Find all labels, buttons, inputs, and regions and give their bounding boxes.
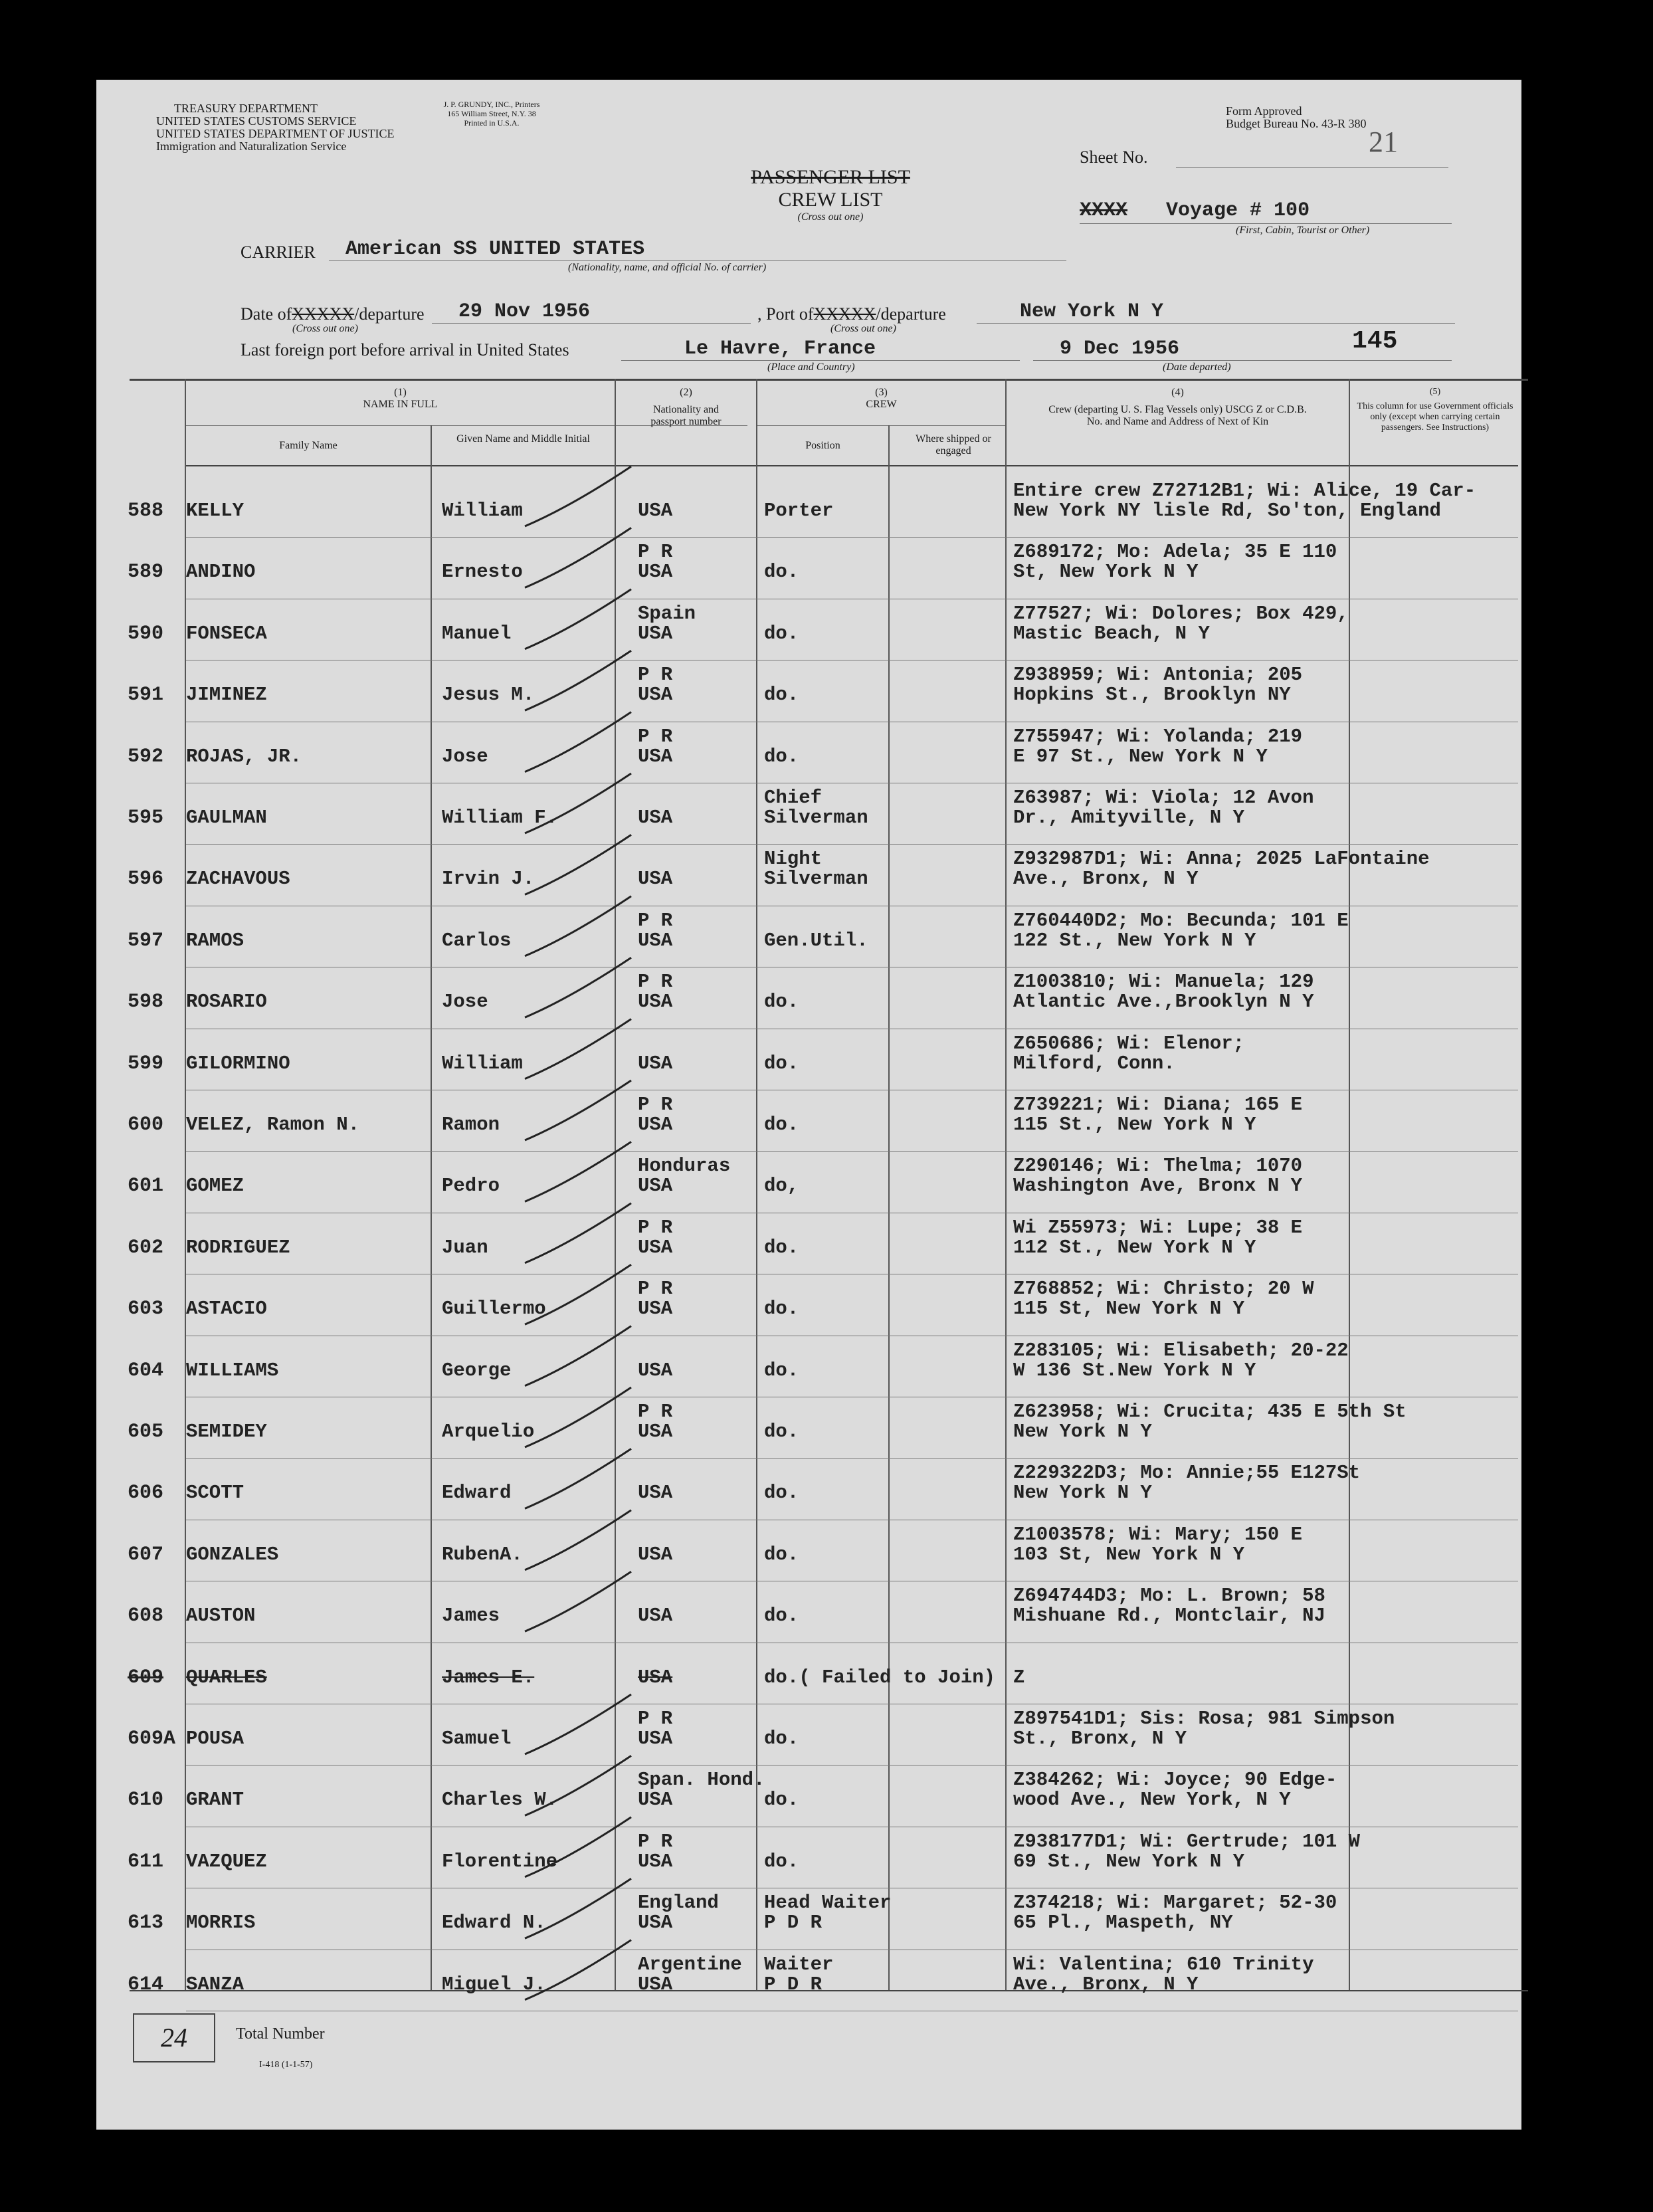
next-of-kin-line-2: wood Ave., New York, N Y xyxy=(1013,1789,1291,1811)
check-mark-stroke xyxy=(525,1449,631,1508)
nationality-line-2: USA xyxy=(638,1298,673,1320)
row-number: 602 xyxy=(128,1236,164,1259)
given-name: Jose xyxy=(442,745,488,767)
last-port-value: Le Havre, France xyxy=(684,338,876,360)
family-name: AUSTON xyxy=(186,1605,256,1627)
next-of-kin-line-2: Mishuane Rd., Montclair, NJ xyxy=(1013,1605,1325,1627)
nationality-line-1: P R xyxy=(638,1216,673,1239)
nationality-line-2: USA xyxy=(638,1666,673,1688)
row-number: 597 xyxy=(128,929,164,952)
family-name: SEMIDEY xyxy=(186,1421,267,1443)
nationality-line-2: USA xyxy=(638,1421,673,1443)
nationality-line-2: USA xyxy=(638,1973,673,1995)
col1-family-header: Family Name xyxy=(279,440,338,451)
row-number: 592 xyxy=(128,745,164,768)
form-approved-line-2: Budget Bureau No. 43-R 380 xyxy=(1226,117,1367,130)
nationality-line-1: P R xyxy=(638,909,673,932)
printer-line-2: 165 William Street, N.Y. 38 xyxy=(447,109,536,118)
given-name: Samuel xyxy=(442,1728,512,1750)
next-of-kin-line-2: New York NY lisle Rd, So'ton, England xyxy=(1013,500,1441,522)
nationality-line-1: P R xyxy=(638,664,673,686)
family-name: JIMINEZ xyxy=(186,684,267,706)
family-name: RODRIGUEZ xyxy=(186,1236,290,1258)
next-of-kin-line-2: 115 St., New York N Y xyxy=(1013,1114,1256,1136)
printer-line-3: Printed in U.S.A. xyxy=(464,118,520,128)
family-name: GOMEZ xyxy=(186,1175,244,1197)
nationality-line-2: USA xyxy=(638,1175,673,1197)
position-line-2: do. xyxy=(764,1052,799,1074)
next-of-kin-line-1: Z384262; Wi: Joyce; 90 Edge- xyxy=(1013,1769,1337,1791)
row-number: 598 xyxy=(128,991,164,1014)
col5-number: (5) xyxy=(1429,387,1441,397)
given-name: James E. xyxy=(442,1666,535,1688)
family-name: RAMOS xyxy=(186,929,244,952)
col1-title: NAME IN FULL xyxy=(363,399,438,410)
position-line-2: do. xyxy=(764,1482,799,1504)
next-of-kin-line-1: Z938177D1; Wi: Gertrude; 101 W xyxy=(1013,1830,1361,1853)
port-label-post: /departure xyxy=(876,304,946,324)
position-line-2: Silverman xyxy=(764,807,868,829)
nationality-line-2: USA xyxy=(638,1359,673,1381)
next-of-kin-line-1: Z897541D1; Sis: Rosa; 981 Simpson xyxy=(1013,1708,1395,1730)
total-label: Total Number xyxy=(236,2025,325,2043)
next-of-kin-line-1: Z650686; Wi: Elenor; xyxy=(1013,1032,1245,1055)
crew-list-title: CREW LIST xyxy=(778,189,883,211)
carrier-label: CARRIER xyxy=(241,243,316,262)
row-number: 610 xyxy=(128,1789,164,1812)
nationality-line-1: P R xyxy=(638,725,673,748)
col2-number: (2) xyxy=(680,387,692,398)
family-name: QUARLES xyxy=(186,1666,267,1688)
col4-number: (4) xyxy=(1171,387,1184,398)
col3-position-header: Position xyxy=(805,440,840,451)
family-name: GILORMINO xyxy=(186,1052,290,1074)
given-name: Ramon xyxy=(442,1114,500,1136)
agency-line-2: UNITED STATES CUSTOMS SERVICE xyxy=(156,114,357,128)
row-number: 606 xyxy=(128,1482,164,1505)
given-name: RubenA. xyxy=(442,1543,523,1565)
check-mark-stroke xyxy=(525,589,631,649)
given-name: Juan xyxy=(442,1236,488,1258)
given-name: Jose xyxy=(442,991,488,1013)
position-line-1: Chief xyxy=(764,787,823,809)
position-line-2: P D R xyxy=(764,1912,823,1934)
nationality-line-2: USA xyxy=(638,622,673,645)
family-name: POUSA xyxy=(186,1728,244,1750)
nationality-line-2: USA xyxy=(638,1114,673,1136)
row-number: 609A xyxy=(128,1728,176,1750)
nationality-line-1: Argentine xyxy=(638,1953,742,1975)
next-of-kin-line-1: Wi: Valentina; 610 Trinity xyxy=(1013,1953,1314,1975)
form-number: I-418 (1-1-57) xyxy=(259,2060,313,2070)
check-mark-stroke xyxy=(525,1817,631,1877)
position-line-2: do. xyxy=(764,561,799,583)
position-line-2: Gen.Util. xyxy=(764,929,868,952)
next-of-kin-line-2: 115 St, New York N Y xyxy=(1013,1298,1245,1320)
position-line-2: do. xyxy=(764,745,799,767)
last-port-note: (Place and Country) xyxy=(767,361,855,373)
family-name: KELLY xyxy=(186,500,244,522)
nationality-line-1: P R xyxy=(638,541,673,563)
position-line-2: do. xyxy=(764,1789,799,1811)
nationality-line-2: USA xyxy=(638,1605,673,1627)
family-name: WILLIAMS xyxy=(186,1359,279,1381)
position-line-2: do.( Failed to Join) xyxy=(764,1666,996,1688)
next-of-kin-line-1: Z63987; Wi: Viola; 12 Avon xyxy=(1013,787,1314,809)
next-of-kin-line-1: Z938959; Wi: Antonia; 205 xyxy=(1013,664,1303,686)
next-of-kin-line-2: Dr., Amityville, N Y xyxy=(1013,807,1245,829)
date-label-pre: Date of xyxy=(241,304,292,324)
position-line-1: Night xyxy=(764,848,823,870)
check-mark-stroke xyxy=(525,1510,631,1570)
check-mark-stroke xyxy=(525,651,631,710)
printer-line-1: J. P. GRUNDY, INC., Printers xyxy=(443,100,540,109)
row-number: 608 xyxy=(128,1605,164,1628)
col3-number: (3) xyxy=(875,387,888,398)
row-number: 588 xyxy=(128,500,164,522)
next-of-kin-line-2: Z xyxy=(1013,1666,1025,1688)
position-line-1: Waiter xyxy=(764,1953,834,1975)
next-of-kin-line-1: Z755947; Wi: Yolanda; 219 xyxy=(1013,725,1303,748)
last-port-label: Last foreign port before arrival in United States xyxy=(241,340,569,359)
nationality-line-1: Spain xyxy=(638,602,696,625)
col3-where-header: Where shipped or engaged xyxy=(916,433,991,456)
handwritten-number: 145 xyxy=(1352,327,1398,355)
check-mark-stroke xyxy=(525,896,631,956)
family-name: GONZALES xyxy=(186,1543,279,1565)
col3-title: CREW xyxy=(866,399,897,410)
nationality-line-2: USA xyxy=(638,1789,673,1811)
date-label-post: /departure xyxy=(354,304,425,324)
position-line-2: do. xyxy=(764,1728,799,1750)
next-of-kin-line-2: 122 St., New York N Y xyxy=(1013,929,1256,952)
next-of-kin-line-2: Washington Ave, Bronx N Y xyxy=(1013,1175,1303,1197)
nationality-line-1: P R xyxy=(638,1401,673,1423)
position-line-2: Porter xyxy=(764,500,834,522)
family-name: SCOTT xyxy=(186,1482,244,1504)
nationality-line-2: USA xyxy=(638,1236,673,1258)
next-of-kin-line-1: Z694744D3; Mo: L. Brown; 58 xyxy=(1013,1585,1325,1607)
nationality-line-2: USA xyxy=(638,807,673,829)
row-number: 599 xyxy=(128,1052,164,1075)
port-note: (Cross out one) xyxy=(830,323,896,334)
next-of-kin-line-2: W 136 St.New York N Y xyxy=(1013,1359,1256,1381)
voyage-number: Voyage # 100 xyxy=(1166,199,1310,222)
family-name: ANDINO xyxy=(186,561,256,583)
nationality-line-1: P R xyxy=(638,1094,673,1116)
date-label-crossed: XXXXX xyxy=(292,304,355,324)
col4-title: Crew (departing U. S. Flag Vessels only) USCG Z or C.D.B. No. and Name and Address of Next of Kin xyxy=(1048,404,1307,427)
agency-line-3: UNITED STATES DEPARTMENT OF JUSTICE xyxy=(156,127,395,140)
row-number: 596 xyxy=(128,868,164,891)
nationality-line-2: USA xyxy=(638,1850,673,1872)
position-line-2: do. xyxy=(764,684,799,706)
carrier-value: American SS UNITED STATES xyxy=(345,238,645,260)
given-name: James xyxy=(442,1605,500,1627)
row-number: 609 xyxy=(128,1666,164,1689)
nationality-line-1: Span. Hond. xyxy=(638,1769,765,1791)
agency-line-4: Immigration and Naturalization Service xyxy=(156,140,347,153)
check-mark-stroke xyxy=(525,712,631,772)
nationality-line-1: P R xyxy=(638,1708,673,1730)
port-value: New York N Y xyxy=(1020,300,1164,323)
given-name: Miguel J. xyxy=(442,1973,546,1995)
nationality-line-2: USA xyxy=(638,1543,673,1565)
check-mark-stroke xyxy=(525,528,631,587)
cross-out-note: (Cross out one) xyxy=(797,211,864,223)
check-mark-stroke xyxy=(525,1940,631,2000)
given-name: William xyxy=(442,1052,523,1074)
form-approved-line-1: Form Approved xyxy=(1226,104,1302,118)
nationality-line-2: USA xyxy=(638,1052,673,1074)
row-number: 611 xyxy=(128,1850,164,1873)
next-of-kin-line-1: Z1003810; Wi: Manuela; 129 xyxy=(1013,971,1314,993)
check-mark-stroke xyxy=(525,1264,631,1324)
check-mark-stroke xyxy=(525,1080,631,1140)
nationality-line-1: P R xyxy=(638,1278,673,1300)
carrier-note: (Nationality, name, and official No. of carrier) xyxy=(568,262,767,273)
row-number: 613 xyxy=(128,1912,164,1935)
given-name: Manuel xyxy=(442,622,512,645)
port-label-crossed: XXXXX xyxy=(813,304,876,324)
given-name: Pedro xyxy=(442,1175,500,1197)
total-box xyxy=(133,2013,215,2062)
next-of-kin-line-1: Z77527; Wi: Dolores; Box 429, xyxy=(1013,602,1349,625)
family-name: GRANT xyxy=(186,1789,244,1811)
next-of-kin-line-2: E 97 St., New York N Y xyxy=(1013,745,1268,767)
position-line-2: do. xyxy=(764,1359,799,1381)
next-of-kin-line-2: New York N Y xyxy=(1013,1482,1152,1504)
next-of-kin-line-2: Hopkins St., Brooklyn NY xyxy=(1013,684,1291,706)
next-of-kin-line-1: Entire crew Z72712B1; Wi: Alice, 19 Car- xyxy=(1013,480,1476,502)
given-name: Edward N. xyxy=(442,1912,546,1934)
check-mark-stroke xyxy=(525,957,631,1017)
voyage-note: (First, Cabin, Tourist or Other) xyxy=(1236,225,1370,236)
col1-number: (1) xyxy=(394,387,407,398)
given-name: William F. xyxy=(442,807,558,829)
check-mark-stroke xyxy=(525,466,631,526)
next-of-kin-line-2: 103 St, New York N Y xyxy=(1013,1543,1245,1565)
check-mark-stroke xyxy=(525,1019,631,1079)
position-line-2: P D R xyxy=(764,1973,823,1995)
position-line-2: do, xyxy=(764,1175,799,1197)
nationality-line-2: USA xyxy=(638,1728,673,1750)
check-mark-stroke xyxy=(525,1878,631,1938)
nationality-line-1: P R xyxy=(638,1830,673,1853)
col2-title: Nationality and passport number xyxy=(650,404,722,427)
col5-title: This column for use Government officials only (except when carrying certain passengers. See Instructions) xyxy=(1357,401,1513,433)
next-of-kin-line-2: Milford, Conn. xyxy=(1013,1052,1175,1074)
position-line-2: do. xyxy=(764,1543,799,1565)
row-number: 603 xyxy=(128,1298,164,1321)
given-name: Florentine xyxy=(442,1850,558,1872)
check-mark-stroke xyxy=(525,1694,631,1754)
given-name: Ernesto xyxy=(442,561,523,583)
check-mark-stroke xyxy=(525,1142,631,1201)
position-line-2: do. xyxy=(764,1236,799,1258)
row-number: 601 xyxy=(128,1175,164,1198)
next-of-kin-line-1: Z290146; Wi: Thelma; 1070 xyxy=(1013,1155,1303,1177)
row-number: 605 xyxy=(128,1421,164,1443)
agency-line-1: TREASURY DEPARTMENT xyxy=(173,102,318,115)
port-label-pre: , Port of xyxy=(757,304,814,324)
family-name: VAZQUEZ xyxy=(186,1850,267,1872)
row-number: 595 xyxy=(128,807,164,829)
family-name: ASTACIO xyxy=(186,1298,267,1320)
nationality-line-2: USA xyxy=(638,1482,673,1504)
col1-given-header: Given Name and Middle Initial xyxy=(456,433,590,445)
position-line-2: do. xyxy=(764,1850,799,1872)
next-of-kin-line-1: Z1003578; Wi: Mary; 150 E xyxy=(1013,1523,1303,1546)
voyage-class-crossed: XXXX xyxy=(1080,199,1128,222)
family-name: MORRIS xyxy=(186,1912,256,1934)
row-number: 600 xyxy=(128,1114,164,1136)
departed-date-note: (Date departed) xyxy=(1163,361,1231,373)
given-name: Jesus M. xyxy=(442,684,535,706)
next-of-kin-line-1: Z689172; Mo: Adela; 35 E 110 xyxy=(1013,541,1337,563)
row-number: 604 xyxy=(128,1359,164,1382)
next-of-kin-line-1: Z760440D2; Mo: Becunda; 101 E xyxy=(1013,909,1349,932)
given-name: William xyxy=(442,500,523,522)
family-name: FONSECA xyxy=(186,622,267,645)
family-name: SANZA xyxy=(186,1973,244,1995)
next-of-kin-line-1: Z768852; Wi: Christo; 20 W xyxy=(1013,1278,1314,1300)
position-line-2: Silverman xyxy=(764,868,868,890)
check-mark-stroke xyxy=(525,1203,631,1263)
departed-date-value: 9 Dec 1956 xyxy=(1060,338,1180,360)
next-of-kin-line-1: Wi Z55973; Wi: Lupe; 38 E xyxy=(1013,1216,1303,1239)
nationality-line-2: USA xyxy=(638,1912,673,1934)
next-of-kin-line-2: 112 St., New York N Y xyxy=(1013,1236,1256,1258)
family-name: GAULMAN xyxy=(186,807,267,829)
family-name: ZACHAVOUS xyxy=(186,868,290,890)
sheet-label: Sheet No. xyxy=(1080,148,1148,167)
row-number: 589 xyxy=(128,561,164,584)
next-of-kin-line-1: Z229322D3; Mo: Annie;55 E127St xyxy=(1013,1462,1361,1484)
given-name: Guillermo xyxy=(442,1298,546,1320)
position-line-2: do. xyxy=(764,1298,799,1320)
sheet-number: 21 xyxy=(1369,126,1398,158)
date-note: (Cross out one) xyxy=(292,323,358,334)
next-of-kin-line-1: Z283105; Wi: Elisabeth; 20-22 xyxy=(1013,1339,1349,1361)
next-of-kin-line-2: 69 St., New York N Y xyxy=(1013,1850,1245,1872)
check-mark-stroke xyxy=(525,773,631,833)
position-line-2: do. xyxy=(764,1605,799,1627)
total-value: 24 xyxy=(161,2023,187,2053)
next-of-kin-line-2: Ave., Bronx, N Y xyxy=(1013,868,1199,890)
nationality-line-2: USA xyxy=(638,929,673,952)
next-of-kin-line-1: Z932987D1; Wi: Anna; 2025 LaFontaine xyxy=(1013,848,1430,870)
check-mark-stroke xyxy=(525,1571,631,1631)
position-line-2: do. xyxy=(764,622,799,645)
position-line-2: do. xyxy=(764,1114,799,1136)
given-name: Arquelio xyxy=(442,1421,535,1443)
given-name: Edward xyxy=(442,1482,512,1504)
nationality-line-1: P R xyxy=(638,971,673,993)
nationality-line-1: Honduras xyxy=(638,1155,731,1177)
given-name: George xyxy=(442,1359,512,1381)
position-line-2: do. xyxy=(764,991,799,1013)
family-name: ROJAS, JR. xyxy=(186,745,302,767)
nationality-line-2: USA xyxy=(638,868,673,890)
position-line-1: Head Waiter xyxy=(764,1892,892,1914)
next-of-kin-line-2: New York N Y xyxy=(1013,1421,1152,1443)
next-of-kin-line-1: Z374218; Wi: Margaret; 52-30 xyxy=(1013,1892,1337,1914)
next-of-kin-line-1: Z623958; Wi: Crucita; 435 E 5th St xyxy=(1013,1401,1407,1423)
nationality-line-2: USA xyxy=(638,745,673,767)
nationality-line-1: England xyxy=(638,1892,719,1914)
nationality-line-2: USA xyxy=(638,991,673,1013)
given-name: Irvin J. xyxy=(442,868,535,890)
next-of-kin-line-2: Atlantic Ave.,Brooklyn N Y xyxy=(1013,991,1314,1013)
position-line-2: do. xyxy=(764,1421,799,1443)
row-number: 590 xyxy=(128,622,164,645)
family-name: ROSARIO xyxy=(186,991,267,1013)
given-name: Charles W. xyxy=(442,1789,558,1811)
check-mark-stroke xyxy=(525,1756,631,1815)
next-of-kin-line-1: Z739221; Wi: Diana; 165 E xyxy=(1013,1094,1303,1116)
check-mark-stroke xyxy=(525,835,631,894)
next-of-kin-line-2: St, New York N Y xyxy=(1013,561,1199,583)
next-of-kin-line-2: Ave., Bronx, N Y xyxy=(1013,1973,1199,1995)
given-name: Carlos xyxy=(442,929,512,952)
nationality-line-2: USA xyxy=(638,684,673,706)
row-number: 614 xyxy=(128,1973,164,1996)
nationality-line-2: USA xyxy=(638,500,673,522)
next-of-kin-line-2: 65 Pl., Maspeth, NY xyxy=(1013,1912,1233,1934)
row-number: 607 xyxy=(128,1543,164,1566)
family-name: VELEZ, Ramon N. xyxy=(186,1114,360,1136)
check-mark-stroke xyxy=(525,1326,631,1386)
next-of-kin-line-2: St., Bronx, N Y xyxy=(1013,1728,1187,1750)
passenger-list-crossed: PASSENGER LIST xyxy=(751,166,910,188)
date-value: 29 Nov 1956 xyxy=(458,300,591,323)
row-number: 591 xyxy=(128,684,164,707)
next-of-kin-line-2: Mastic Beach, N Y xyxy=(1013,622,1210,645)
check-mark-stroke xyxy=(525,1387,631,1447)
nationality-line-2: USA xyxy=(638,561,673,583)
